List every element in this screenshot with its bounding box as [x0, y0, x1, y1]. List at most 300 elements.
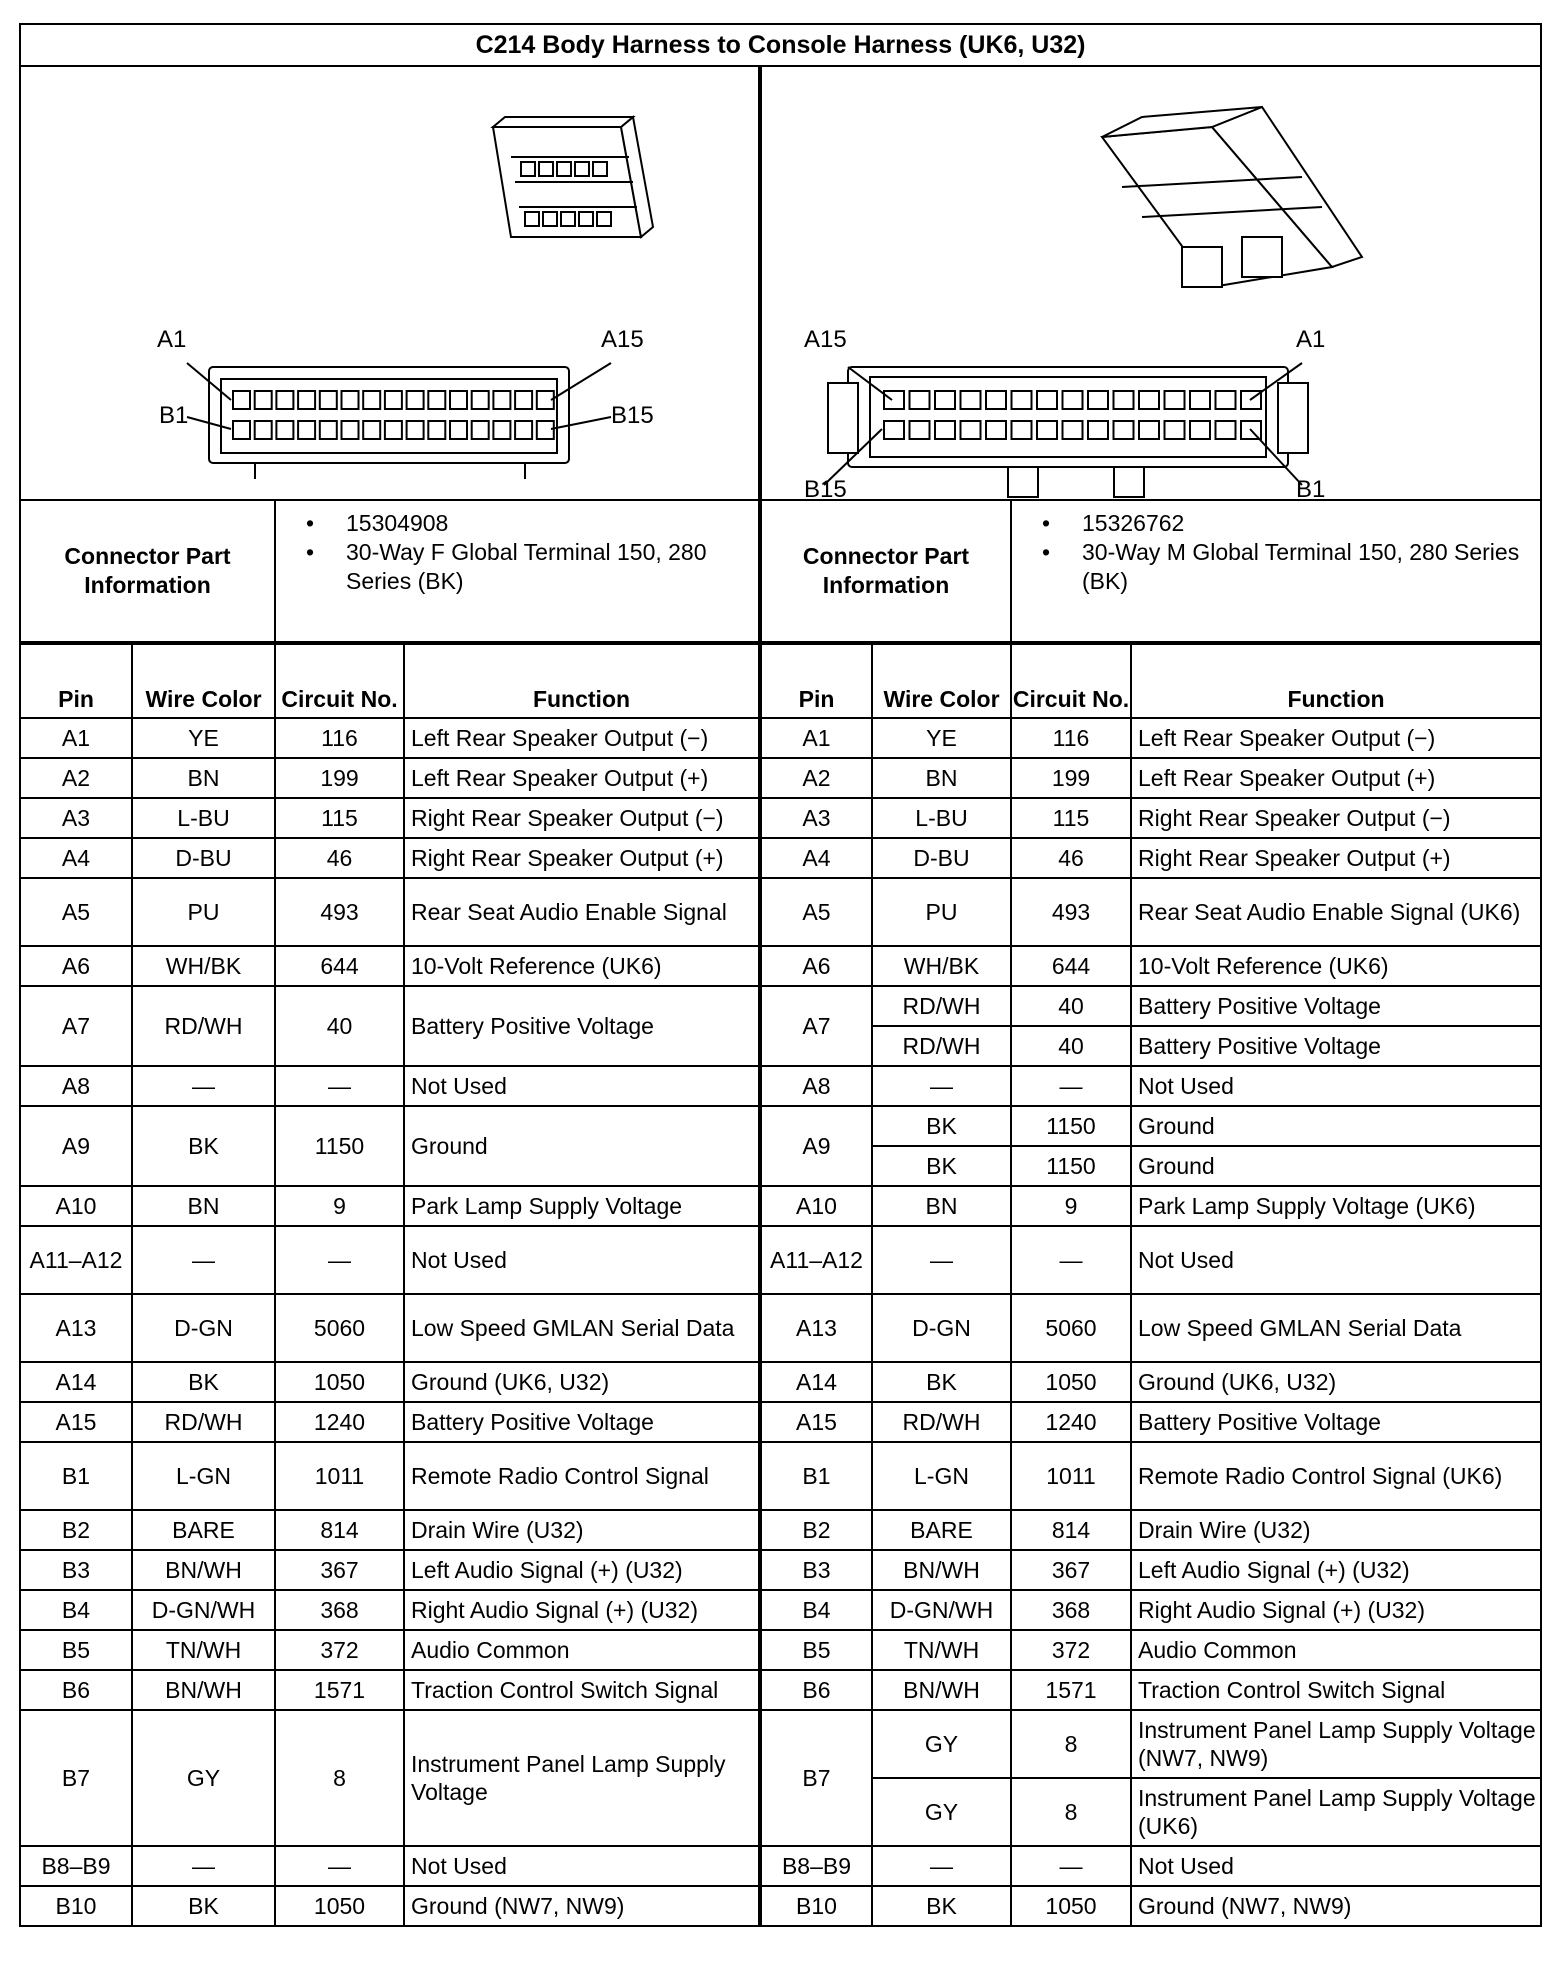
right-circuit-cell: — — [1011, 1066, 1131, 1106]
right-circuit-cell: 1571 — [1011, 1670, 1131, 1710]
right-circuit-cell: 367 — [1011, 1550, 1131, 1590]
left-function-cell: Ground — [404, 1106, 760, 1186]
left-function-cell: Traction Control Switch Signal — [404, 1670, 760, 1710]
label-b15: B15 — [804, 476, 847, 499]
left-pin-cell: B7 — [20, 1710, 132, 1846]
right-pin-cell: A5 — [760, 878, 872, 946]
right-function-cell: Left Rear Speaker Output (+) — [1131, 758, 1541, 798]
left-function-cell: Left Rear Speaker Output (−) — [404, 718, 760, 758]
table-row — [20, 1846, 1541, 1886]
right-pin-cell: A9 — [760, 1106, 872, 1186]
right-pin-cell: B4 — [760, 1590, 872, 1630]
right-function-cell: Low Speed GMLAN Serial Data — [1131, 1294, 1541, 1362]
pin-cavity — [537, 421, 554, 439]
left-circuit-cell: 1150 — [275, 1106, 404, 1186]
pin-cavity — [1216, 391, 1236, 409]
pin-cavity — [910, 421, 930, 439]
pin-cavity — [255, 391, 272, 409]
right-function-cell: Audio Common — [1131, 1630, 1541, 1670]
left-circuit-cell: 1011 — [275, 1442, 404, 1510]
pin-cavity — [276, 391, 293, 409]
left-pin-cell: B10 — [20, 1886, 132, 1926]
right-header-function: Function — [1131, 644, 1541, 718]
left-wire-color-cell: BARE — [132, 1510, 275, 1550]
right-function-cell: Instrument Panel Lamp Supply Voltage (UK6) — [1131, 1778, 1541, 1846]
left-pin-cell: A9 — [20, 1106, 132, 1186]
right-pin-cell: A15 — [760, 1402, 872, 1442]
left-wire-color-cell: L-BU — [132, 798, 275, 838]
left-pin-cell: A2 — [20, 758, 132, 798]
right-wire-color-cell: D-GN — [872, 1294, 1011, 1362]
table-row — [20, 946, 1541, 986]
right-function-cell: Ground (UK6, U32) — [1131, 1362, 1541, 1402]
left-function-cell: Instrument Panel Lamp Supply Voltage — [404, 1710, 760, 1846]
right-circuit-cell: 115 — [1011, 798, 1131, 838]
table-row — [20, 1402, 1541, 1442]
right-pin-cell: A8 — [760, 1066, 872, 1106]
right-circuit-cell: 46 — [1011, 838, 1131, 878]
left-function-cell: Right Rear Speaker Output (+) — [404, 838, 760, 878]
left-function-cell: Battery Positive Voltage — [404, 1402, 760, 1442]
right-function-cell: Instrument Panel Lamp Supply Voltage (NW7, NW9) — [1131, 1710, 1541, 1778]
right-function-cell: Park Lamp Supply Voltage (UK6) — [1131, 1186, 1541, 1226]
right-function-cell: Ground — [1131, 1146, 1541, 1186]
left-circuit-cell: 46 — [275, 838, 404, 878]
right-function-cell: Traction Control Switch Signal — [1131, 1670, 1541, 1710]
table-row — [20, 1710, 1541, 1778]
right-wire-color-cell: GY — [872, 1778, 1011, 1846]
pin-cavity — [1139, 421, 1159, 439]
right-wire-color-cell: WH/BK — [872, 946, 1011, 986]
label-b15: B15 — [611, 402, 654, 429]
pin-cavity — [342, 391, 359, 409]
male-connector-drawing — [762, 67, 1542, 499]
pin-cavity — [450, 421, 467, 439]
pin-cavity — [935, 391, 955, 409]
right-circuit-cell: 1150 — [1011, 1106, 1131, 1146]
female-connector-drawing — [21, 67, 761, 499]
pin-cavity — [1165, 421, 1185, 439]
right-pin-cell: A11–A12 — [760, 1226, 872, 1294]
right-function-cell: Right Rear Speaker Output (−) — [1131, 798, 1541, 838]
left-connector-info — [275, 500, 760, 642]
label-a1: A1 — [157, 326, 187, 353]
right-circuit-cell: 1240 — [1011, 1402, 1131, 1442]
pin-cavity — [1190, 391, 1210, 409]
right-pin-cell: B8–B9 — [760, 1846, 872, 1886]
left-function-cell: Rear Seat Audio Enable Signal — [404, 878, 760, 946]
right-function-cell: Right Rear Speaker Output (+) — [1131, 838, 1541, 878]
pin-cavity — [1114, 421, 1134, 439]
pin-cavity — [884, 421, 904, 439]
table-row — [20, 986, 1541, 1026]
right-pin-cell: B1 — [760, 1442, 872, 1510]
pin-cavity — [1088, 391, 1108, 409]
right-circuit-cell: 116 — [1011, 718, 1131, 758]
right-header-pin: Pin — [760, 644, 872, 718]
left-part-description: • 30-Way F Global Terminal 150, 280 Series (BK) — [346, 538, 758, 596]
pin-cavity — [472, 421, 489, 439]
left-circuit-cell: — — [275, 1226, 404, 1294]
pin-cavity — [961, 421, 981, 439]
table-row — [20, 1442, 1541, 1510]
pin-cavity — [450, 391, 467, 409]
right-circuit-cell: 8 — [1011, 1710, 1131, 1778]
right-circuit-cell: 9 — [1011, 1186, 1131, 1226]
page-title: C214 Body Harness to Console Harness (UK6, U32) — [20, 24, 1541, 66]
pin-cavity — [1012, 421, 1032, 439]
left-header-function: Function — [404, 644, 760, 718]
left-wire-color-cell: D-GN/WH — [132, 1590, 275, 1630]
right-pin-cell: A14 — [760, 1362, 872, 1402]
left-wire-color-cell: RD/WH — [132, 1402, 275, 1442]
left-wire-color-cell: — — [132, 1226, 275, 1294]
table-row — [20, 1590, 1541, 1630]
right-header-wire-color: Wire Color — [872, 644, 1011, 718]
left-pin-cell: A1 — [20, 718, 132, 758]
pin-cavity — [407, 391, 424, 409]
left-circuit-cell: 493 — [275, 878, 404, 946]
pin-cavity — [472, 391, 489, 409]
right-part-number: • 15326762 — [1082, 509, 1540, 538]
left-circuit-cell: 814 — [275, 1510, 404, 1550]
right-pin-cell: A4 — [760, 838, 872, 878]
left-wire-color-cell: YE — [132, 718, 275, 758]
left-pin-cell: B2 — [20, 1510, 132, 1550]
right-circuit-cell: 493 — [1011, 878, 1131, 946]
left-circuit-cell: 9 — [275, 1186, 404, 1226]
left-circuit-cell: 116 — [275, 718, 404, 758]
left-function-cell: Not Used — [404, 1066, 760, 1106]
pin-cavity — [1012, 391, 1032, 409]
table-row — [20, 838, 1541, 878]
left-pin-cell: B4 — [20, 1590, 132, 1630]
left-header-wire-color: Wire Color — [132, 644, 275, 718]
left-pin-cell: B1 — [20, 1442, 132, 1510]
pin-cavity — [363, 391, 380, 409]
right-circuit-cell: 372 — [1011, 1630, 1131, 1670]
table-row — [20, 878, 1541, 946]
left-wire-color-cell: — — [132, 1846, 275, 1886]
right-wire-color-cell: — — [872, 1846, 1011, 1886]
right-wire-color-cell: BN/WH — [872, 1550, 1011, 1590]
left-pin-cell: A6 — [20, 946, 132, 986]
right-wire-color-cell: TN/WH — [872, 1630, 1011, 1670]
right-wire-color-cell: GY — [872, 1710, 1011, 1778]
table-row — [20, 1550, 1541, 1590]
pin-cavity — [910, 391, 930, 409]
right-pin-cell: B6 — [760, 1670, 872, 1710]
right-function-cell: Not Used — [1131, 1226, 1541, 1294]
right-function-cell: Ground — [1131, 1106, 1541, 1146]
label-a15: A15 — [804, 326, 847, 353]
left-pin-cell: A14 — [20, 1362, 132, 1402]
right-wire-color-cell: D-BU — [872, 838, 1011, 878]
right-circuit-cell: 199 — [1011, 758, 1131, 798]
pin-cavity — [298, 421, 315, 439]
right-function-cell: Left Rear Speaker Output (−) — [1131, 718, 1541, 758]
left-pin-cell: B8–B9 — [20, 1846, 132, 1886]
pin-cavity — [320, 421, 337, 439]
left-function-cell: Left Audio Signal (+) (U32) — [404, 1550, 760, 1590]
right-function-cell: Battery Positive Voltage — [1131, 1402, 1541, 1442]
left-connector-info-label: Connector Part Information — [20, 500, 275, 642]
left-circuit-cell: 5060 — [275, 1294, 404, 1362]
pin-cavity — [1165, 391, 1185, 409]
left-function-cell: Remote Radio Control Signal — [404, 1442, 760, 1510]
left-wire-color-cell: GY — [132, 1710, 275, 1846]
left-circuit-cell: 368 — [275, 1590, 404, 1630]
right-function-cell: Not Used — [1131, 1066, 1541, 1106]
table-row — [20, 1106, 1541, 1146]
table-row — [20, 1066, 1541, 1106]
pin-cavity — [1037, 391, 1057, 409]
left-wire-color-cell: — — [132, 1066, 275, 1106]
pin-cavity — [407, 421, 424, 439]
pin-cavity — [986, 391, 1006, 409]
right-header-circuit: Circuit No. — [1011, 644, 1131, 718]
right-function-cell: 10-Volt Reference (UK6) — [1131, 946, 1541, 986]
right-wire-color-cell: PU — [872, 878, 1011, 946]
left-pin-cell: A7 — [20, 986, 132, 1066]
left-function-cell: Battery Positive Voltage — [404, 986, 760, 1066]
right-pin-cell: A3 — [760, 798, 872, 838]
table-row — [20, 1362, 1541, 1402]
right-wire-color-cell: — — [872, 1066, 1011, 1106]
right-connector-diagram — [760, 66, 1541, 500]
right-pin-cell: A2 — [760, 758, 872, 798]
right-circuit-cell: 368 — [1011, 1590, 1131, 1630]
right-pin-cell: A13 — [760, 1294, 872, 1362]
right-wire-color-cell: BK — [872, 1106, 1011, 1146]
pin-cavity — [935, 421, 955, 439]
right-wire-color-cell: BN — [872, 1186, 1011, 1226]
right-function-cell: Battery Positive Voltage — [1131, 1026, 1541, 1066]
left-circuit-cell: 40 — [275, 986, 404, 1066]
left-function-cell: Ground (NW7, NW9) — [404, 1886, 760, 1926]
left-wire-color-cell: BK — [132, 1106, 275, 1186]
pin-cavity — [515, 421, 532, 439]
table-row — [20, 1670, 1541, 1710]
right-pin-cell: A6 — [760, 946, 872, 986]
left-circuit-cell: 115 — [275, 798, 404, 838]
right-function-cell: Left Audio Signal (+) (U32) — [1131, 1550, 1541, 1590]
table-row — [20, 758, 1541, 798]
right-circuit-cell: 5060 — [1011, 1294, 1131, 1362]
right-function-cell: Remote Radio Control Signal (UK6) — [1131, 1442, 1541, 1510]
right-wire-color-cell: BARE — [872, 1510, 1011, 1550]
right-wire-color-cell: L-BU — [872, 798, 1011, 838]
left-circuit-cell: — — [275, 1846, 404, 1886]
left-pin-cell: B3 — [20, 1550, 132, 1590]
left-pin-cell: A11–A12 — [20, 1226, 132, 1294]
right-circuit-cell: 1150 — [1011, 1146, 1131, 1186]
pin-cavity — [1190, 421, 1210, 439]
left-wire-color-cell: D-GN — [132, 1294, 275, 1362]
left-function-cell: Ground (UK6, U32) — [404, 1362, 760, 1402]
right-wire-color-cell: — — [872, 1226, 1011, 1294]
right-circuit-cell: — — [1011, 1846, 1131, 1886]
left-pin-cell: A4 — [20, 838, 132, 878]
table-row — [20, 1630, 1541, 1670]
right-circuit-cell: — — [1011, 1226, 1131, 1294]
left-wire-color-cell: L-GN — [132, 1442, 275, 1510]
left-wire-color-cell: TN/WH — [132, 1630, 275, 1670]
pin-cavity — [1139, 391, 1159, 409]
pin-cavity — [1216, 421, 1236, 439]
pin-cavity — [385, 391, 402, 409]
left-pin-cell: B5 — [20, 1630, 132, 1670]
right-part-description: • 30-Way M Global Terminal 150, 280 Series (BK) — [1082, 538, 1540, 596]
left-function-cell: Right Audio Signal (+) (U32) — [404, 1590, 760, 1630]
left-wire-color-cell: BN — [132, 1186, 275, 1226]
pin-cavity — [276, 421, 293, 439]
pin-cavity — [233, 421, 250, 439]
right-pin-cell: B2 — [760, 1510, 872, 1550]
right-pin-cell: A1 — [760, 718, 872, 758]
label-b1: B1 — [159, 402, 189, 429]
right-function-cell: Ground (NW7, NW9) — [1131, 1886, 1541, 1926]
left-wire-color-cell: BK — [132, 1362, 275, 1402]
right-wire-color-cell: D-GN/WH — [872, 1590, 1011, 1630]
left-pin-cell: B6 — [20, 1670, 132, 1710]
left-circuit-cell: 1240 — [275, 1402, 404, 1442]
left-function-cell: Audio Common — [404, 1630, 760, 1670]
label-a1: A1 — [1296, 326, 1326, 353]
left-header-pin: Pin — [20, 644, 132, 718]
pin-cavity — [363, 421, 380, 439]
table-row — [20, 1294, 1541, 1362]
right-wire-color-cell: YE — [872, 718, 1011, 758]
right-circuit-cell: 8 — [1011, 1778, 1131, 1846]
right-circuit-cell: 814 — [1011, 1510, 1131, 1550]
left-function-cell: Drain Wire (U32) — [404, 1510, 760, 1550]
left-wire-color-cell: BN — [132, 758, 275, 798]
right-circuit-cell: 40 — [1011, 986, 1131, 1026]
pin-cavity — [961, 391, 981, 409]
pin-cavity — [320, 391, 337, 409]
left-function-cell: Not Used — [404, 1226, 760, 1294]
left-circuit-cell: 367 — [275, 1550, 404, 1590]
pin-cavity — [342, 421, 359, 439]
left-circuit-cell: 372 — [275, 1630, 404, 1670]
left-header-circuit: Circuit No. — [275, 644, 404, 718]
left-function-cell: Low Speed GMLAN Serial Data — [404, 1294, 760, 1362]
right-pin-cell: B3 — [760, 1550, 872, 1590]
table-row — [20, 798, 1541, 838]
table-row — [20, 718, 1541, 758]
left-pin-cell: A13 — [20, 1294, 132, 1362]
table-row — [20, 1186, 1541, 1226]
left-circuit-cell: — — [275, 1066, 404, 1106]
left-pin-cell: A5 — [20, 878, 132, 946]
left-function-cell: Not Used — [404, 1846, 760, 1886]
right-connector-info-label: Connector Part Information — [760, 500, 1011, 642]
pin-cavity — [385, 421, 402, 439]
left-circuit-cell: 1050 — [275, 1362, 404, 1402]
pin-cavity — [255, 421, 272, 439]
pin-cavity — [1114, 391, 1134, 409]
pin-cavity — [428, 391, 445, 409]
pin-cavity — [233, 391, 250, 409]
right-wire-color-cell: L-GN — [872, 1442, 1011, 1510]
right-circuit-cell: 40 — [1011, 1026, 1131, 1066]
left-wire-color-cell: D-BU — [132, 838, 275, 878]
table-row — [20, 1510, 1541, 1550]
right-pin-cell: B7 — [760, 1710, 872, 1846]
right-circuit-cell: 644 — [1011, 946, 1131, 986]
right-wire-color-cell: BN — [872, 758, 1011, 798]
left-connector-diagram — [20, 66, 760, 500]
left-pin-cell: A3 — [20, 798, 132, 838]
right-circuit-cell: 1050 — [1011, 1886, 1131, 1926]
right-wire-color-cell: BK — [872, 1886, 1011, 1926]
right-connector-info — [1011, 500, 1541, 642]
left-circuit-cell: 8 — [275, 1710, 404, 1846]
right-pin-cell: A7 — [760, 986, 872, 1066]
table-row — [20, 1886, 1541, 1926]
pin-cavity — [884, 391, 904, 409]
right-pin-cell: B10 — [760, 1886, 872, 1926]
right-circuit-cell: 1050 — [1011, 1362, 1131, 1402]
left-function-cell: 10-Volt Reference (UK6) — [404, 946, 760, 986]
header-table — [19, 23, 1542, 643]
left-pin-cell: A10 — [20, 1186, 132, 1226]
right-wire-color-cell: RD/WH — [872, 986, 1011, 1026]
right-wire-color-cell: RD/WH — [872, 1402, 1011, 1442]
pin-cavity — [515, 391, 532, 409]
right-wire-color-cell: BK — [872, 1146, 1011, 1186]
table-row — [20, 1226, 1541, 1294]
left-part-number: • 15304908 — [346, 509, 758, 538]
pinout-table — [19, 643, 1542, 1927]
left-wire-color-cell: BN/WH — [132, 1550, 275, 1590]
right-function-cell: Drain Wire (U32) — [1131, 1510, 1541, 1550]
left-wire-color-cell: BK — [132, 1886, 275, 1926]
right-function-cell: Not Used — [1131, 1846, 1541, 1886]
pinout-sheet — [19, 23, 1540, 1927]
right-function-cell: Battery Positive Voltage — [1131, 986, 1541, 1026]
left-circuit-cell: 1050 — [275, 1886, 404, 1926]
left-pin-cell: A8 — [20, 1066, 132, 1106]
pin-cavity — [1088, 421, 1108, 439]
left-wire-color-cell: PU — [132, 878, 275, 946]
left-circuit-cell: 644 — [275, 946, 404, 986]
pin-cavity — [493, 421, 510, 439]
left-function-cell: Park Lamp Supply Voltage — [404, 1186, 760, 1226]
pin-cavity — [1063, 391, 1083, 409]
right-wire-color-cell: RD/WH — [872, 1026, 1011, 1066]
right-pin-cell: B5 — [760, 1630, 872, 1670]
pin-cavity — [493, 391, 510, 409]
right-wire-color-cell: BN/WH — [872, 1670, 1011, 1710]
pin-cavity — [1063, 421, 1083, 439]
left-function-cell: Left Rear Speaker Output (+) — [404, 758, 760, 798]
right-wire-color-cell: BK — [872, 1362, 1011, 1402]
right-function-cell: Right Audio Signal (+) (U32) — [1131, 1590, 1541, 1630]
left-wire-color-cell: WH/BK — [132, 946, 275, 986]
left-wire-color-cell: RD/WH — [132, 986, 275, 1066]
pin-cavity — [298, 391, 315, 409]
pin-cavity — [986, 421, 1006, 439]
left-function-cell: Right Rear Speaker Output (−) — [404, 798, 760, 838]
label-a15: A15 — [601, 326, 644, 353]
right-pin-cell: A10 — [760, 1186, 872, 1226]
label-b1: B1 — [1296, 476, 1326, 499]
left-circuit-cell: 1571 — [275, 1670, 404, 1710]
left-pin-cell: A15 — [20, 1402, 132, 1442]
right-function-cell: Rear Seat Audio Enable Signal (UK6) — [1131, 878, 1541, 946]
